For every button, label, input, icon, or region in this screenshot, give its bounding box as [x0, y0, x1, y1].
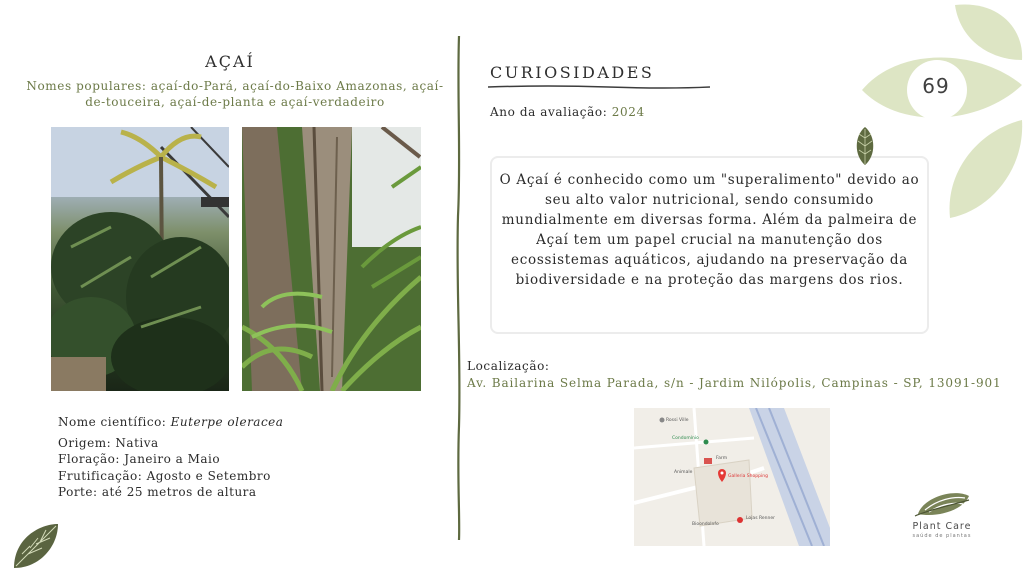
popular-names: Nomes populares: açaí-do-Pará, açaí-do-Baixo Amazonas, açaí-de-touceira, açaí-de-planta e açaí-verdadeiro [26, 79, 444, 109]
map-label-g: Bioondolnfo [692, 522, 719, 527]
size-line: Porte: até 25 metros de altura [58, 485, 257, 499]
decorative-leaves-icon [860, 0, 1024, 230]
curiosities-text: O Açaí é conhecido como um "superalimento" devido ao seu alto valor nutricional, sendo consumido mundialmente em diversas forma. Além da palmeira de Açaí tem um papel crucial na manutenção dos ecossistemas aquáticos, ajudando na preservação da biodiversidade e na proteção das margens dos rios. [499, 172, 920, 288]
curiosities-title: CURIOSIDADES [490, 63, 655, 82]
map-label-f: Lojas Renner [746, 516, 775, 521]
column-divider [455, 36, 463, 540]
location-label: Localização: [467, 359, 550, 373]
evaluation-year: Ano da avaliação: 2024 [490, 105, 645, 119]
leaf-icon-bottom [10, 520, 62, 572]
title-underline [488, 84, 710, 90]
acai-photo-canopy [51, 127, 229, 391]
fruiting-line: Frutificação: Agosto e Setembro [58, 468, 271, 483]
map-label-a: Rossi Ville [666, 418, 689, 423]
plant-title: AÇAÍ [205, 52, 255, 71]
map-label-d: Animale [674, 470, 693, 475]
origin-line: Origem: Nativa [58, 435, 159, 450]
location-map[interactable] [634, 408, 830, 546]
scientific-name: Euterpe oleracea [170, 415, 284, 429]
year-value: 2024 [611, 105, 645, 119]
location-address: Av. Bailarina Selma Parada, s/n - Jardim Nilópolis, Campinas - SP, 13091-901 [467, 376, 1002, 390]
leaf-icon [854, 126, 876, 166]
map-label-e: Galleria Shopping [728, 474, 768, 479]
plant-specs [58, 414, 448, 501]
map-label-b: Condomínio [672, 436, 699, 441]
scientific-name-line: Nome científico: Euterpe oleracea [58, 415, 284, 429]
page-number: 69 [922, 74, 950, 98]
map-label-c: Farm [716, 456, 728, 461]
acai-photo-trunk [242, 127, 421, 391]
brand-tagline: saúde de plantas [912, 533, 972, 539]
brand-name: Plant Care [912, 521, 972, 532]
flowering-line: Floração: Janeiro a Maio [58, 452, 221, 466]
